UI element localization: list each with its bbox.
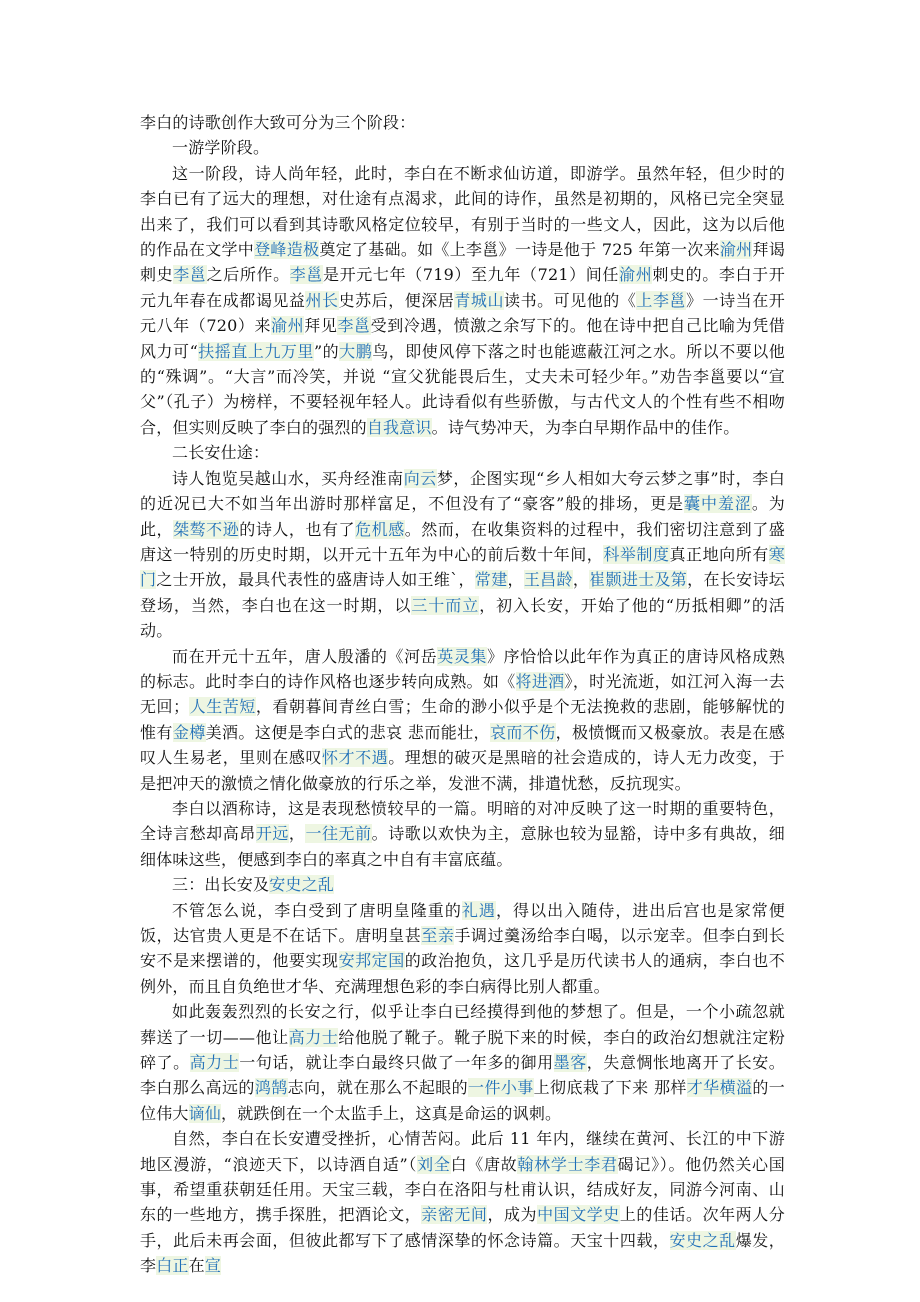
keyword-link[interactable]: 崔颢进士及第: [589, 570, 688, 590]
keyword-link[interactable]: 囊中羞涩: [683, 494, 752, 514]
keyword-link[interactable]: 开远: [255, 824, 289, 844]
keyword-link[interactable]: 登峰造极: [254, 240, 320, 260]
paragraph-2: [140, 466, 785, 644]
keyword-link[interactable]: 亲密无间: [421, 1205, 488, 1225]
keyword-link[interactable]: 礼遇: [461, 900, 496, 920]
keyword-link[interactable]: 白正: [156, 1256, 189, 1276]
text-run: 奠定了基础。如《上李邕》一诗是他于 725 年第一次来: [319, 240, 720, 260]
text-run: ，得以出入随侍，进出后宫也是家常便饭，达官贵人更是不在话下。唐明皇甚: [140, 900, 785, 945]
text-run: 在: [188, 1256, 205, 1276]
keyword-link[interactable]: 向云: [403, 468, 437, 488]
keyword-link[interactable]: 李邕: [289, 265, 324, 285]
keyword-link[interactable]: 刘全: [417, 1154, 451, 1174]
text-run: ，在长安诗坛登场，当然，李白也在这一时期，以: [140, 570, 785, 615]
text-run: 。然而，在收集资料的过程中，我们密切注意到了盛唐这一特别的历史时期，以开元十五年为中心的前后数十年间，: [140, 519, 785, 564]
keyword-link[interactable]: 高力士: [189, 1053, 240, 1073]
keyword-link[interactable]: 安史之乱: [269, 875, 335, 895]
text-run: 上彻底栽了下来 那样: [533, 1078, 687, 1098]
keyword-link[interactable]: 翰林学士: [517, 1154, 585, 1174]
keyword-link[interactable]: 墨客: [553, 1053, 587, 1073]
keyword-link[interactable]: 李邕: [173, 265, 207, 285]
keyword-link[interactable]: 渝州: [619, 265, 653, 285]
text-run: 之士开放，最具代表性的盛唐诗人如王维`，: [156, 570, 475, 590]
text-run: 给他脱了靴子。靴子脱下来的时候，李白的政治幻想就注定粉碎了。: [140, 1027, 785, 1073]
keyword-link[interactable]: 才华横溢: [686, 1078, 753, 1098]
paragraph-5: [140, 898, 785, 1000]
text-run: ，: [572, 570, 590, 590]
text-run: 志向，就在那么不起眼的: [287, 1078, 469, 1098]
text-run: ，极愤慨而又极豪放。表是在感叹人生易老，里则在感叹: [140, 722, 785, 768]
text-run: 不管怎么说，李白受到了唐明皇隆重的: [172, 900, 462, 920]
keyword-link[interactable]: 一件小事: [468, 1078, 534, 1098]
paragraph-7: [140, 1126, 785, 1278]
keyword-link[interactable]: 高力士: [288, 1027, 339, 1047]
keyword-link[interactable]: 渝州: [271, 316, 305, 336]
text-run: 拜见: [304, 316, 338, 336]
text-run: 。诗歌以欢快为主，意脉也较为显豁，诗中多有典故，细细体味这些，便感到李白的率真之中自有丰富底蕴。: [140, 824, 785, 869]
text-run: 这一阶段，诗人尚年轻，此时，李白在不断求仙访道，即游学。虽然年轻，但少时的李白已有了远大的理想，对仕途有点渴求，此间的诗作，虽然是初期的，风格已完全突显出来了，我们可以看到其诗歌风格定位较早，有别于当时的一些文人，因此，这为以后他的作品在文学中: [140, 163, 785, 260]
text-run: 》一诗当在开元八年（720）来: [140, 290, 785, 336]
text-run: 李白的诗歌创作大致可分为三个阶段：: [140, 113, 416, 132]
paragraph-3: [140, 644, 785, 796]
keyword-link[interactable]: 至亲: [421, 926, 455, 945]
keyword-link[interactable]: 渝州: [719, 240, 753, 260]
keyword-link[interactable]: 怀才不遇: [322, 748, 389, 768]
text-run: ，就跌倒在一个太监手上，这真是命运的讽刺。: [221, 1103, 562, 1123]
text-run: 拜谒刺史: [140, 240, 785, 285]
text-run: ，: [507, 570, 524, 590]
text-run: 》序恰恰以此年作为真正的唐诗风格成熟的标志。此时李白的诗作风格也逐步转向成熟。如《: [140, 646, 785, 691]
keyword-link[interactable]: 常建: [474, 570, 508, 590]
text-run: 如此轰轰烈烈的长安之行，似乎让李白已经摸得到他的梦想了。但是，一个小疏忽就葬送了一切——他让: [140, 1002, 785, 1047]
text-run: 一游学阶段。: [172, 138, 270, 158]
text-run: 。理想的破灭是黑暗的社会造成的，诗人无力改变，于是把冲天的激愤之情化做豪放的行乐之举，发泄不满，排遣忧愁，反抗现实。: [140, 748, 785, 793]
section-heading-1: [140, 135, 785, 160]
text-run: 受到冷遇，愤激之余写下的。他在诗中把自己比喻为凭借风力可“: [140, 316, 785, 361]
text-run: ，失意惆怅地离开了长安。李白那么高远的: [140, 1053, 785, 1098]
keyword-link[interactable]: 三十而立: [411, 595, 480, 615]
text-run: 的诗人，也有了: [239, 519, 356, 539]
keyword-link[interactable]: 大鹏: [339, 341, 373, 361]
text-run: 白《唐故: [450, 1154, 518, 1174]
text-run: 诗人饱览吴越山水，买舟经淮南: [172, 468, 404, 488]
paragraph-4: [140, 796, 785, 872]
keyword-link[interactable]: 鸿鹄: [254, 1078, 288, 1098]
text-run: 一句话，就让李白最终只做了一年多的御用: [239, 1053, 554, 1073]
text-run: 真正地向所有: [669, 544, 769, 564]
text-run: 史苏后，便深居: [338, 290, 455, 310]
keyword-link[interactable]: 安邦定国: [338, 951, 405, 971]
keyword-link[interactable]: 上李邕: [636, 290, 687, 310]
keyword-link[interactable]: 自我意识: [366, 417, 432, 437]
text-run: 读书。可见他的《: [504, 290, 637, 310]
keyword-link[interactable]: 桀骜不逊: [173, 519, 240, 539]
text-run: ，看朝暮间青丝白雪；生命的渺小似乎是个无法挽救的悲剧，能够解忧的惟有: [140, 697, 785, 742]
text-run: 上的佳话。次年两人分手，此后未再会面，但彼此都写下了感情深挚的怀念诗篇。天宝十四载，: [140, 1205, 785, 1250]
text-run: 。诗气势冲天，为李白早期作品中的佳作。: [431, 417, 740, 437]
paragraph-6: [140, 999, 785, 1126]
keyword-link[interactable]: 英灵集: [437, 646, 487, 666]
document-body: [140, 110, 785, 1279]
keyword-link[interactable]: 一往无前: [305, 824, 372, 844]
text-run: 美酒。这便是李白式的悲哀 悲而能壮，: [205, 722, 490, 742]
keyword-link[interactable]: 王昌龄: [523, 570, 573, 590]
text-run: 鸟，即使风停下落之时也能遮蔽江河之水。所以不要以他的“殊调”。“大言”而冷笑，并说 “宣父犹能畏后生，丈夫未可轻少年。”劝告李邕要以“宣父”（孔子）为榜样，不要轻视年轻人。此诗看似有些骄傲，与古代文人的个性有些不相吻合，但实则反映了李白的强烈的: [140, 341, 785, 437]
keyword-link[interactable]: 李君: [584, 1154, 618, 1174]
paragraph-1: [140, 161, 785, 440]
text-run: 而在开元十五年，唐人殷潘的《河岳: [172, 646, 438, 666]
text-run: ，: [288, 824, 306, 844]
text-run: 三：出长安及: [172, 875, 270, 895]
keyword-link[interactable]: 科举制度: [603, 544, 670, 564]
text-run: ”的: [313, 341, 340, 361]
text-run: 碣记》）。他仍然关心国事，希望重获朝廷任用。天宝三载，李白在洛阳与杜甫认识，结成好友，同游今河南、山东的一些地方，携手探胜，把酒论文，: [140, 1154, 785, 1225]
keyword-link[interactable]: 将进酒: [515, 671, 565, 691]
text-run: 爆发，李: [140, 1230, 785, 1276]
text-run: 的政治抱负，这几乎是历代读书人的通病，李白也不例外，而且自负绝世才华、充满理想色彩的李白病得比别人都重。: [140, 951, 785, 996]
keyword-link[interactable]: 金樽: [172, 722, 206, 742]
keyword-link[interactable]: 扶摇直上九万里: [197, 341, 314, 361]
keyword-link[interactable]: 谪仙: [188, 1103, 222, 1123]
keyword-link[interactable]: 危机感: [355, 519, 405, 539]
text-run: 自然，李白在长安遭受挫折，心情苦闷。此后 11 年内，继续在黄河、长江的中下游地区漫游，“浪迹天下，以诗酒自适”（: [140, 1129, 785, 1174]
text-run: 刺史的。李白于开元九年春在成都谒见益: [140, 265, 786, 310]
doc-title: [140, 110, 785, 135]
keyword-link[interactable]: 安史之乱: [669, 1230, 736, 1250]
text-run: ，初入长安，开始了他的“历抵相卿”的活动。: [140, 595, 785, 641]
keyword-link[interactable]: 中国文学史: [537, 1205, 620, 1225]
keyword-link[interactable]: 宣: [204, 1256, 222, 1276]
keyword-link[interactable]: 李邕: [337, 316, 371, 336]
keyword-link[interactable]: 州长: [305, 290, 339, 310]
text-run: 二长安仕途：: [172, 443, 270, 463]
keyword-link[interactable]: 哀而不伤: [489, 722, 556, 742]
text-run: ，成为: [487, 1205, 538, 1225]
keyword-link[interactable]: 人生苦短: [189, 697, 256, 717]
section-heading-3: [140, 872, 785, 897]
text-run: 梦，企图实现“乡人相如大夸云梦之事”时，李白的近况已大不如当年出游时那样富足，不但没有了“豪客”般的排场，更是: [140, 468, 785, 514]
text-run: 李白以酒称诗，这是表现愁愤较早的一篇。明暗的对冲反映了这一时期的重要特色，全诗言愁却高昂: [140, 798, 785, 844]
text-run: 》，时光流逝，如江河入海一去无回；: [140, 671, 785, 717]
text-run: 手调过羹汤给李白喝，以示宠幸。但李白到长安不是来摆谱的，他要实现: [140, 926, 785, 971]
keyword-link[interactable]: 寒门: [140, 544, 785, 590]
text-run: 的一位伟大: [140, 1078, 785, 1123]
text-run: 是开元七年（719）至九年（721）间任: [323, 265, 620, 285]
text-run: 之后所作。: [206, 265, 290, 285]
text-run: 。为此，: [140, 494, 785, 539]
keyword-link[interactable]: 青城山: [454, 290, 505, 310]
section-heading-2: [140, 440, 785, 465]
